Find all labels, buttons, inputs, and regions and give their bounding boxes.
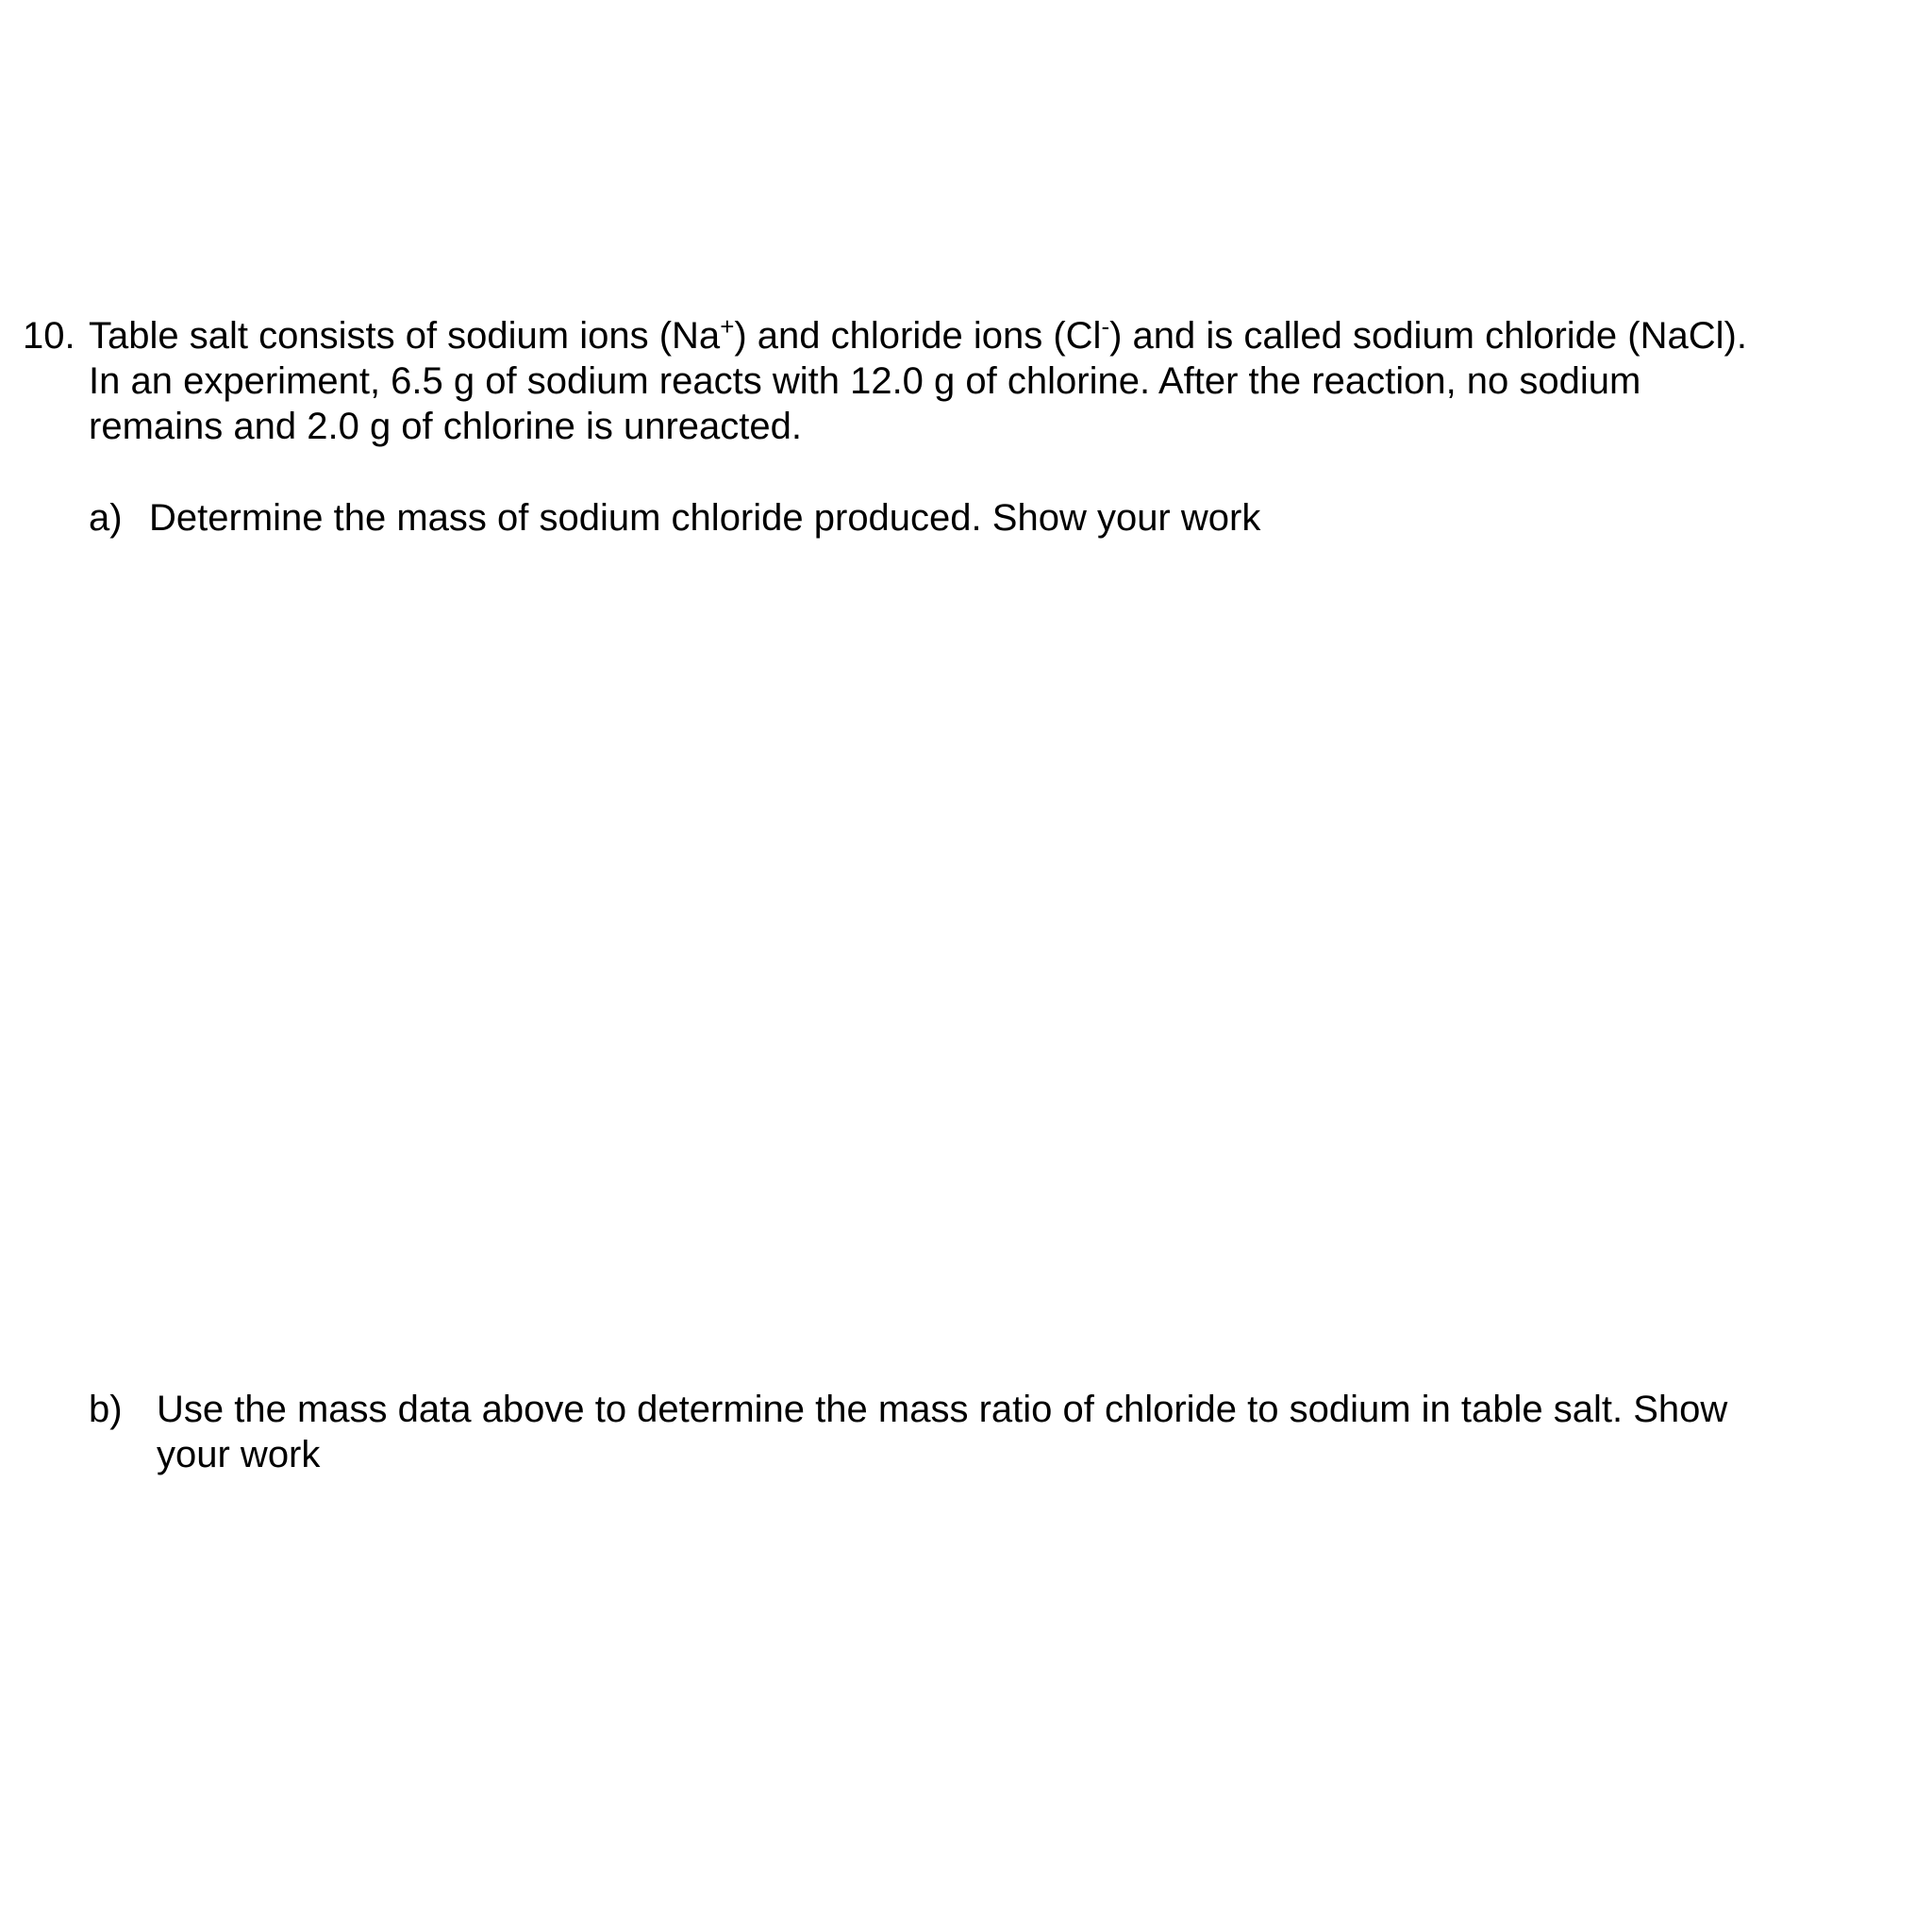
- part-b-line-1: Use the mass data above to determine the mass ratio of chloride to sodium in table salt. Show: [157, 1389, 1728, 1430]
- part-a-text: Determine the mass of sodium chloride produced. Show your work: [149, 497, 1261, 539]
- part-a: [89, 495, 1260, 541]
- question-10: [23, 313, 1909, 449]
- part-b-letter: b): [89, 1389, 123, 1430]
- question-line-1: [89, 313, 1909, 358]
- question-stem: [23, 313, 1909, 449]
- question-line-3: remains and 2.0 g of chlorine is unreacted.: [89, 406, 802, 447]
- question-line-2: In an experiment, 6.5 g of sodium reacts with 12.0 g of chlorine. After the reaction, no sodium: [89, 360, 1641, 402]
- question-line-1-end: ) and is called sodium chloride (NaCl).: [1109, 315, 1747, 357]
- part-b: [89, 1387, 1900, 1477]
- part-b-body: [89, 1387, 1900, 1477]
- part-b-line-2: your work: [157, 1434, 321, 1475]
- question-line-1-middle: ) and chloride ions (Cl: [734, 315, 1102, 357]
- part-a-letter: a): [89, 497, 123, 539]
- chloride-ion-charge: -: [1101, 312, 1110, 341]
- sodium-ion-charge: +: [720, 312, 735, 341]
- question-line-1-start: Table salt consists of sodium ions (Na: [89, 315, 721, 357]
- question-number: 10.: [23, 315, 75, 357]
